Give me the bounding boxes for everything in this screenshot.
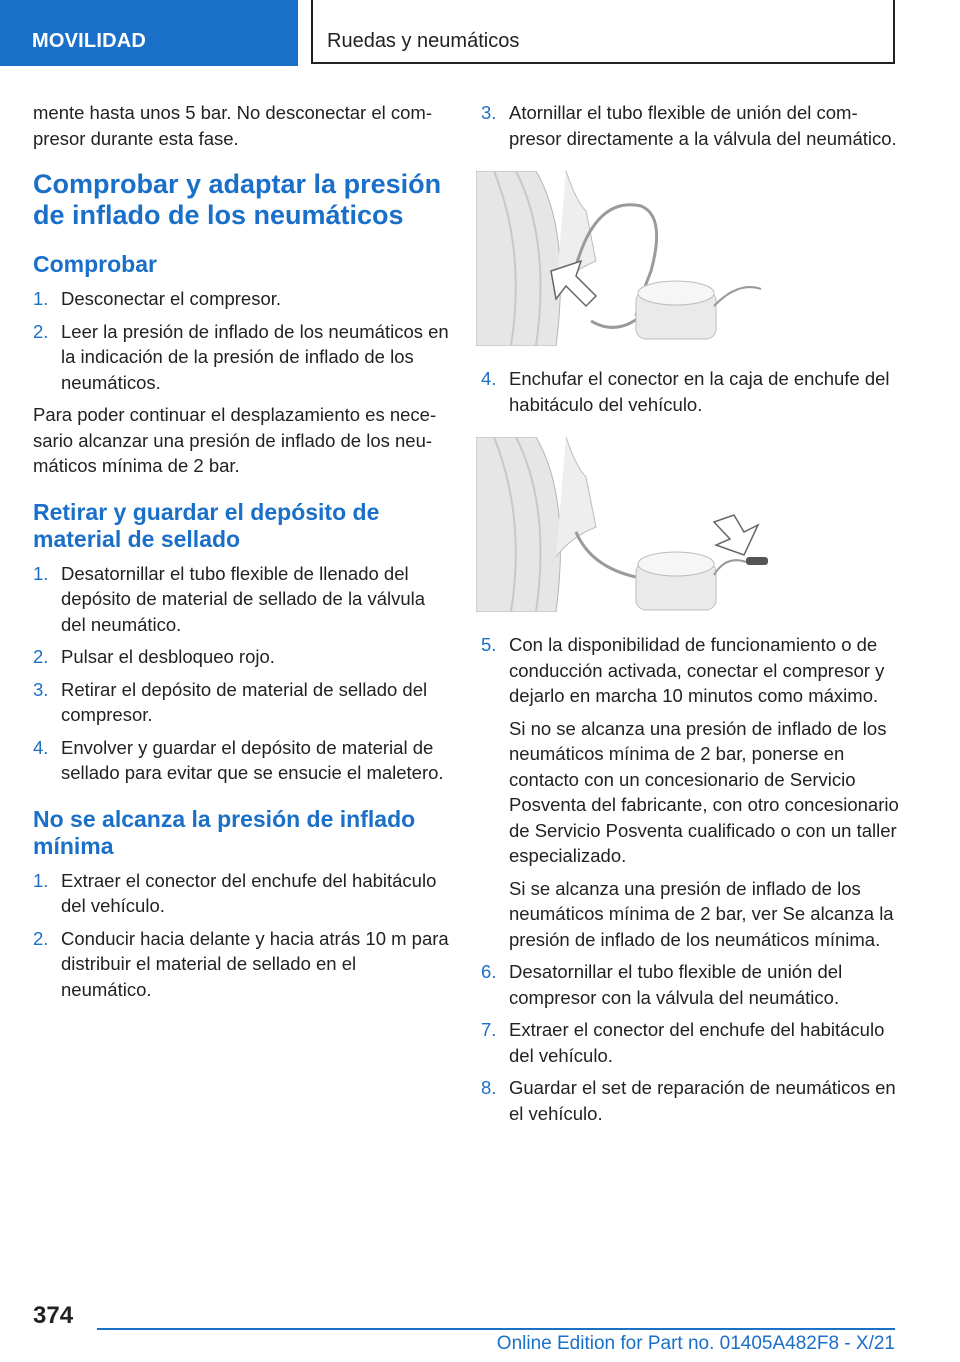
figure-socket-connection — [476, 437, 776, 612]
chapter-title: Ruedas y neumáticos — [327, 30, 520, 52]
list-item: 3. Atornillar el tubo flexible de unión del compresor directamente a la válvula del neumático. — [481, 102, 897, 149]
right-column — [481, 100, 899, 1133]
list-item: 5. Con la disponibilidad de funcionamiento o de conducción activada, conectar el compresor y dejarlo en marcha 10 minutos como máximo. Si no se alcanza una presión de inflado de los neumáticos mínima de 2 bar, ponerse en contacto con un concesionario de Servicio Posventa del fabricante, con otro concesionario de Servicio Posventa cualificado o con un taller especializado. Si se alcanza una presión de inflado de los neumáticos mínima de 2 bar, ver Se alcanza la presión de inflado de los neumáticos mínima. — [481, 632, 899, 952]
heading-check-adjust: Comprobar y adaptar la presión de inflado de los neumáticos — [33, 169, 442, 230]
list-item: 6. Desatornillar el tubo flexible de unión del compresor con la válvula del neumático. — [481, 961, 843, 1008]
chapter-tab — [311, 0, 895, 64]
list-item: 7. Extraer el conector del enchufe del habitáculo del vehículo. — [481, 1019, 885, 1066]
list-item: 4. Envolver y guardar el depósito de material de sellado para evitar que se ensucie el maletero. — [33, 736, 444, 783]
footer-edition: Online Edition for Part no. 01405A482F8 - X/21 — [496, 1333, 895, 1354]
page-number: 374 — [33, 1302, 74, 1329]
heading-min-pressure-not-reached: No se alcanza la presión de inflado mínima — [33, 805, 416, 859]
list-item: 2. Pulsar el desbloqueo rojo. — [33, 646, 275, 667]
list-item: 8. Guardar el set de reparación de neumáticos en el vehículo. — [481, 1077, 896, 1124]
left-column — [33, 100, 451, 1009]
check-note: Para poder continuar el desplazamiento es necesario alcanzar una presión de inflado de los neumáticos mínima de 2 bar. — [33, 404, 437, 476]
list-item: 2. Conducir hacia delante y hacia atrás 10 m para distribuir el material de sellado en el neumático. — [33, 927, 449, 1000]
list-item: 1. Extraer el conector del enchufe del habitáculo del vehículo. — [33, 869, 437, 916]
step5-note-not-reached: Si no se alcanza una presión de inflado de los neumáticos mínima de 2 bar, ponerse en contacto con un concesionario de Servicio Posventa del fabricante, con otro concesionario de Servicio Posventa cualificado o con un taller especializado. — [509, 717, 899, 866]
step5-note-reached: Si se alcanza una presión de inflado de los neumáticos mínima de 2 bar, ver Se alcanza la presión de inflado de los neumáticos mínima. — [509, 877, 894, 950]
connect-steps-b — [481, 366, 899, 417]
list-item: 2. Leer la presión de inflado de los neumáticos en la indicación de la presión de inflado de los neumáticos. — [33, 320, 449, 393]
connect-steps-a — [481, 100, 899, 151]
list-item: 3. Retirar el depósito de material de sellado del compresor. — [33, 678, 428, 725]
intro-text: mente hasta unos 5 bar. No desconectar el compresor durante esta fase. — [33, 102, 433, 149]
remove-steps — [33, 561, 451, 786]
figure-valve-connection — [476, 171, 776, 346]
section-tab — [0, 0, 298, 66]
list-item: 4. Enchufar el conector en la caja de enchufe del habitáculo del vehículo. — [481, 368, 890, 415]
section-title: MOVILIDAD — [32, 30, 147, 52]
heading-check: Comprobar — [33, 251, 157, 277]
connect-steps-c — [481, 632, 899, 1126]
tire-compressor-plug-illustration — [476, 437, 776, 612]
tire-compressor-hose-illustration — [476, 171, 776, 346]
heading-remove-container: Retirar y guardar el depósito de material de sellado — [33, 498, 380, 552]
list-item: 1. Desatornillar el tubo flexible de llenado del depósito de material de sellado de la válvula del neumático. — [33, 562, 426, 635]
notreached-steps — [33, 868, 451, 1003]
list-item: 1. Desconectar el compresor. — [33, 288, 282, 309]
footer-divider — [97, 1328, 895, 1330]
check-steps — [33, 286, 451, 395]
